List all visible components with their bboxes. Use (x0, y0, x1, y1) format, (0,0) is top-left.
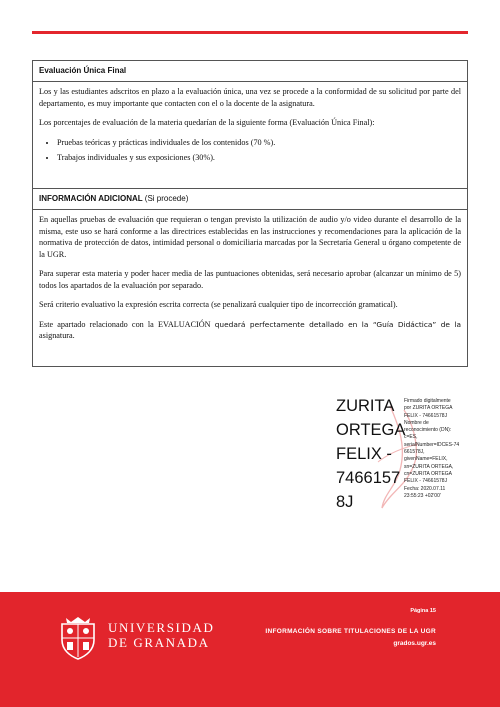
footer-banner (0, 592, 500, 707)
section-title (33, 189, 467, 210)
signer-name-line: FELIX - (336, 445, 392, 463)
signer-name-line: ZURITA (336, 397, 395, 415)
paragraph: Para superar esta materia y poder hacer media de las puntuaciones obtenidas, será necesario aprobar (alcanzar un mínimo de 5) todos los apartados de la evaluación por separado. (39, 269, 461, 290)
signer-name-line: ORTEGA (336, 421, 406, 439)
percent-list (39, 137, 461, 164)
university-name (108, 620, 214, 650)
section-title: Evaluación Única Final (33, 61, 467, 82)
signature-detail-line: 23:55:23 +02'00' (404, 492, 441, 499)
signature-details (404, 398, 476, 500)
signature-detail-line: c=ES, (404, 434, 418, 441)
signature-detail-line: givenName=FELIX, (404, 456, 448, 463)
signature-detail-line: Fecha: 2020.07.11 (404, 485, 446, 492)
signer-name (336, 394, 405, 514)
signature-detail-line: por ZURITA ORTEGA (404, 405, 453, 412)
section-informacion-adicional (33, 188, 467, 366)
list-item: • Pruebas teóricas y prácticas individuales de los contenidos (70 %). (57, 137, 461, 149)
paragraph-handwritten: quedará perfectamente detallado en la “Guía Didáctica” de la (214, 319, 461, 329)
footer-info-title: INFORMACIÓN SOBRE TITULACIONES DE LA UGR (265, 628, 436, 635)
section-evaluacion-unica (33, 61, 467, 188)
paragraph-start: Este apartado relacionado con la EVALUACIÓN (39, 319, 215, 329)
signer-name-line: 8J (336, 493, 354, 511)
page-number: Página 15 (410, 608, 436, 614)
section-body (33, 210, 467, 366)
signature-detail-line: cn=ZURITA ORTEGA (404, 470, 453, 477)
signature-detail-line: FELIX - 74661578J (404, 412, 448, 419)
footer-url-link[interactable]: grados.ugr.es (393, 640, 436, 647)
section-title-note: (Si procede) (144, 194, 189, 203)
signature-detail-line: FELIX - 74661578J (404, 478, 448, 485)
section-body (33, 82, 467, 188)
section-title-text: INFORMACIÓN ADICIONAL (39, 194, 143, 203)
signature-detail-line: Nombre de (404, 419, 429, 426)
paragraph: Los porcentajes de evaluación de la materia quedarían de la siguiente forma (Evaluación Única Final): (39, 118, 375, 127)
university-crest-icon (58, 616, 98, 660)
paragraph: Los y las estudiantes adscritos en plazo a la evaluación única, una vez se procede a la conformidad de su solicitud por parte del departamento, es muy importante que contacten con el o la docente de la asignatura. (39, 87, 461, 108)
digital-signature (336, 392, 476, 522)
paragraph (39, 319, 461, 342)
paragraph: Será criterio evaluativo la expresión escrita correcta (se penalizará cualquier tipo de incorrección gramatical). (39, 300, 398, 309)
signature-detail-line: sn=ZURITA ORTEGA, (404, 463, 454, 470)
paragraph: En aquellas pruebas de evaluación que requieran o tengan previsto la utilización de audio y/o video durante el desarrollo de la misma, este uso se hará conforme a las directrices establecidas en las instrucciones y recomendaciones para la aplicación de la normativa de protección de datos, intimidad personal o domiciliaria marcadas por la Secretaría General u órgano competente de la UGR. (39, 215, 461, 259)
university-name-line: UNIVERSIDAD (108, 620, 215, 635)
content-table (32, 60, 468, 367)
signer-name-line: 7466157 (336, 469, 401, 487)
signature-detail-line: Firmado digitalmente (404, 398, 451, 404)
list-item: • Trabajos individuales y sus exposiciones (30%). (57, 152, 461, 164)
signature-detail-line: serialNumber=IDCES-74 (404, 441, 460, 448)
signature-detail-line: reconocimiento (DN): (404, 427, 452, 434)
university-name-line: DE GRANADA (108, 635, 210, 650)
paragraph-end: asignatura. (39, 331, 75, 340)
signature-detail-line: 661578J, (404, 449, 425, 456)
top-red-rule (32, 31, 468, 34)
